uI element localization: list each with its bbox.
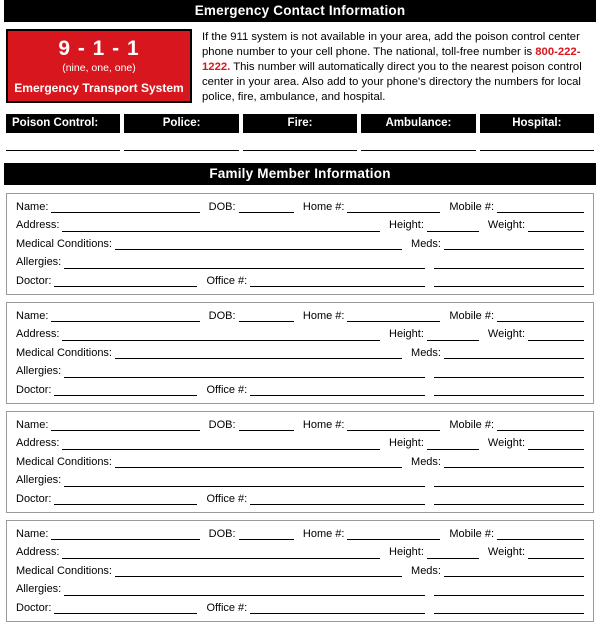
field-medical-conditions[interactable] [115,565,402,577]
label-meds: Meds: [411,455,441,468]
field-name[interactable] [51,528,199,540]
contact-line-poison-control[interactable] [6,149,120,151]
label-mobile: Mobile #: [449,418,495,431]
label-home: Home #: [302,309,345,322]
label-dob: DOB: [208,418,236,431]
label-medical-conditions: Medical Conditions: [16,564,112,577]
field-allergies-2[interactable] [434,584,584,596]
field-height[interactable] [427,220,479,232]
member-row-address [16,329,584,341]
label-address: Address: [16,219,60,232]
member-row-address [16,438,584,450]
member-row-allergies [16,257,584,269]
field-doctor[interactable] [54,275,197,287]
field-name[interactable] [51,201,199,213]
label-home: Home #: [302,527,345,540]
label-medical-conditions: Medical Conditions: [16,346,112,359]
label-doctor: Doctor: [16,601,52,614]
label-meds: Meds: [411,564,441,577]
field-mobile[interactable] [497,201,584,213]
label-medical-conditions: Medical Conditions: [16,455,112,468]
label-name: Name: [16,309,49,322]
field-height[interactable] [427,547,479,559]
member-row-allergies [16,366,584,378]
label-weight: Weight: [487,328,525,341]
label-height: Height: [389,328,424,341]
field-allergies-1[interactable] [64,257,425,269]
field-height[interactable] [427,438,479,450]
label-office: Office #: [206,274,248,287]
family-member-card [6,411,594,513]
contact-label-poison-control: Poison Control: [6,114,120,133]
member-row-allergies [16,584,584,596]
field-dob[interactable] [239,528,294,540]
field-address[interactable] [62,547,380,559]
label-weight: Weight: [487,219,525,232]
member-row-address [16,220,584,232]
label-office: Office #: [206,492,248,505]
badge-911-system: Emergency Transport System [14,80,184,95]
family-member-card [6,302,594,404]
field-allergies-1[interactable] [64,366,425,378]
field-office-extra[interactable] [434,275,584,287]
field-weight[interactable] [528,438,584,450]
label-address: Address: [16,328,60,341]
field-home[interactable] [347,201,440,213]
member-row-name [16,528,584,540]
family-member-card [6,520,594,622]
label-doctor: Doctor: [16,274,52,287]
field-allergies-1[interactable] [64,584,425,596]
contact-line-hospital[interactable] [480,149,594,151]
contact-label-ambulance: Ambulance: [361,114,475,133]
field-medical-conditions[interactable] [115,238,402,250]
member-row-name [16,201,584,213]
field-allergies-2[interactable] [434,475,584,487]
label-address: Address: [16,437,60,450]
label-home: Home #: [302,418,345,431]
field-home[interactable] [347,310,440,322]
field-weight[interactable] [528,547,584,559]
label-height: Height: [389,546,424,559]
contact-line-ambulance[interactable] [361,149,475,151]
member-row-medical [16,347,584,359]
field-office-extra[interactable] [434,384,584,396]
label-address: Address: [16,546,60,559]
label-mobile: Mobile #: [449,200,495,213]
contact-label-fire: Fire: [243,114,357,133]
member-row-medical [16,565,584,577]
field-meds[interactable] [444,565,584,577]
field-name[interactable] [51,419,199,431]
field-weight[interactable] [528,329,584,341]
contact-label-bar [6,114,594,133]
field-name[interactable] [51,310,199,322]
badge-911 [6,29,192,103]
label-doctor: Doctor: [16,383,52,396]
family-member-card [6,193,594,295]
label-dob: DOB: [208,200,236,213]
label-height: Height: [389,219,424,232]
field-doctor[interactable] [54,384,197,396]
field-allergies-1[interactable] [64,475,425,487]
field-office[interactable] [250,275,425,287]
field-mobile[interactable] [497,419,584,431]
field-doctor[interactable] [54,602,197,614]
label-name: Name: [16,200,49,213]
member-row-name [16,419,584,431]
field-office-extra[interactable] [434,493,584,505]
label-allergies: Allergies: [16,365,62,378]
label-weight: Weight: [487,437,525,450]
emergency-instructions-part1: If the 911 system is not available in your area, add the poison control center phone number to your cell phone. The national, toll-free number is [202,31,580,59]
section-header-family: Family Member Information [4,163,596,185]
contact-label-police: Police: [124,114,238,133]
member-row-doctor [16,275,584,287]
label-mobile: Mobile #: [449,309,495,322]
field-medical-conditions[interactable] [115,456,402,468]
poison-control-phone: 800-222-1222. [202,46,581,74]
label-weight: Weight: [487,546,525,559]
contact-write-in-lines [6,149,594,151]
contact-line-fire[interactable] [243,149,357,151]
label-office: Office #: [206,383,248,396]
field-meds[interactable] [444,456,584,468]
field-office[interactable] [250,493,425,505]
field-address[interactable] [62,438,380,450]
field-address[interactable] [62,220,380,232]
field-medical-conditions[interactable] [115,347,402,359]
label-allergies: Allergies: [16,474,62,487]
label-dob: DOB: [208,527,236,540]
section-header-emergency: Emergency Contact Information [4,0,596,22]
label-mobile: Mobile #: [449,527,495,540]
member-row-doctor [16,602,584,614]
field-office[interactable] [250,384,425,396]
field-allergies-2[interactable] [434,257,584,269]
label-doctor: Doctor: [16,492,52,505]
label-height: Height: [389,437,424,450]
field-weight[interactable] [528,220,584,232]
badge-911-number: 9 - 1 - 1 [58,37,140,60]
label-office: Office #: [206,601,248,614]
field-dob[interactable] [239,419,294,431]
member-row-name [16,310,584,322]
label-allergies: Allergies: [16,583,62,596]
member-row-address [16,547,584,559]
label-dob: DOB: [208,309,236,322]
contact-line-police[interactable] [124,149,238,151]
field-mobile[interactable] [497,528,584,540]
label-meds: Meds: [411,346,441,359]
label-medical-conditions: Medical Conditions: [16,237,112,250]
field-allergies-2[interactable] [434,366,584,378]
field-office-extra[interactable] [434,602,584,614]
badge-911-words: (nine, one, one) [62,62,136,75]
field-doctor[interactable] [54,493,197,505]
member-row-allergies [16,475,584,487]
field-mobile[interactable] [497,310,584,322]
field-office[interactable] [250,602,425,614]
field-meds[interactable] [444,347,584,359]
field-meds[interactable] [444,238,584,250]
field-dob[interactable] [239,201,294,213]
field-home[interactable] [347,528,440,540]
family-member-cards [6,193,594,622]
label-allergies: Allergies: [16,256,62,269]
contact-label-hospital: Hospital: [480,114,594,133]
member-row-doctor [16,493,584,505]
emergency-instructions-part2: This number will automatically direct you to the nearest poison control center in your area. Also add to your phone's directory the numbers for local police, fire, ambulance, and hospital. [202,61,582,104]
member-row-medical [16,238,584,250]
member-row-doctor [16,384,584,396]
label-name: Name: [16,418,49,431]
label-home: Home #: [302,200,345,213]
emergency-info-row [6,29,594,105]
member-row-medical [16,456,584,468]
field-dob[interactable] [239,310,294,322]
emergency-instructions [192,29,594,105]
field-address[interactable] [62,329,380,341]
label-meds: Meds: [411,237,441,250]
field-home[interactable] [347,419,440,431]
field-height[interactable] [427,329,479,341]
label-name: Name: [16,527,49,540]
